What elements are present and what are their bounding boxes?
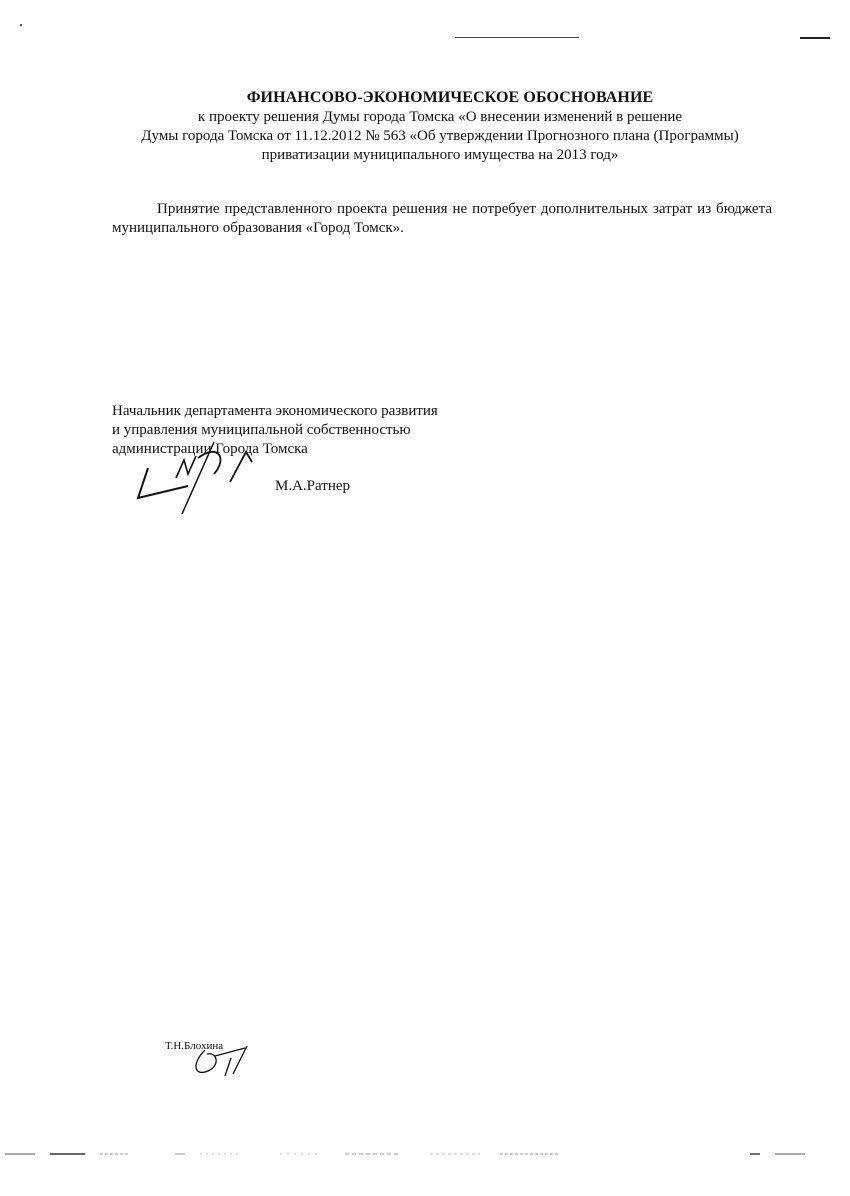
- document-title: ФИНАНСОВО-ЭКОНОМИЧЕСКОЕ ОБОСНОВАНИЕ: [246, 89, 654, 106]
- handwritten-signature: [128, 438, 268, 518]
- document-subtitle: [0, 108, 850, 165]
- subtitle-line: Думы города Томска от 11.12.2012 № 563 «Об утверждении Прогнозного плана (Программы): [141, 128, 739, 144]
- bottom-scan-marks: [0, 1150, 850, 1160]
- signatory-name: М.А.Ратнер: [275, 478, 351, 494]
- body-paragraph: Принятие представленного проекта решения не потребует дополнительных затрат из бюджета муниципального образования «Город Томск».: [112, 201, 772, 236]
- position-line: и управления муниципальной собственностью: [112, 422, 411, 438]
- subtitle-line: к проекту решения Думы города Томска «О внесении изменений в решение: [197, 109, 683, 125]
- position-line: Начальник департамента экономического развития: [112, 403, 438, 419]
- header-rule: [455, 37, 579, 38]
- subtitle-line: приватизации муниципального имущества на 2013 год»: [261, 147, 619, 163]
- position-line: администрации Города Томска: [112, 441, 308, 457]
- scan-speck: [20, 24, 22, 26]
- executor-initials: [185, 1030, 255, 1080]
- header-rule-right: [800, 37, 830, 39]
- executor-name: Т.Н.Блохина: [165, 1040, 224, 1052]
